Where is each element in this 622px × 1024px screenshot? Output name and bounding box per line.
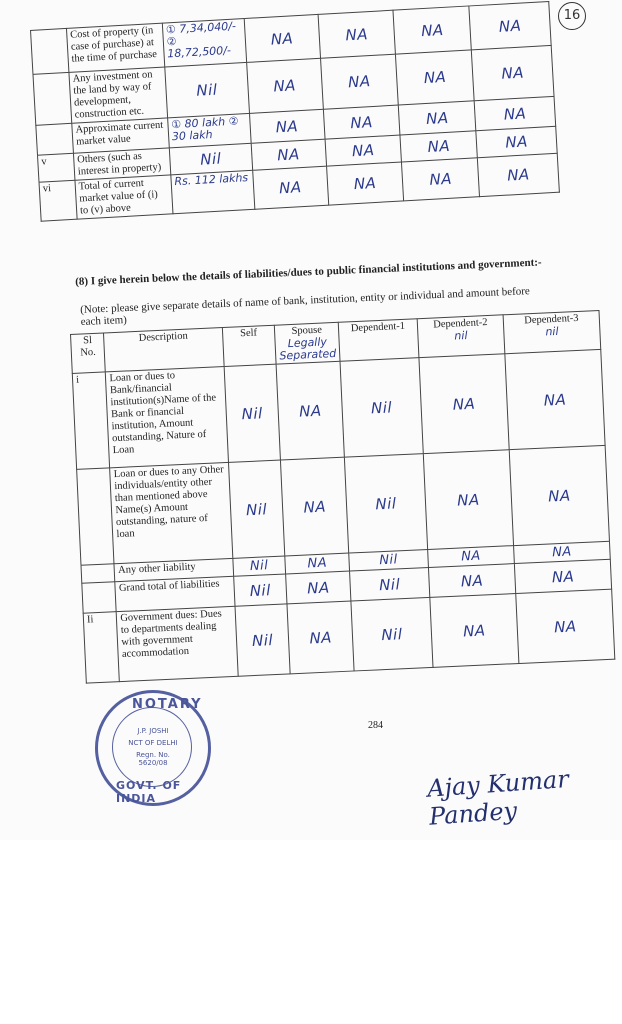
dependent-1-cell: Nil (340, 358, 423, 457)
dependent-3-cell: NA (516, 589, 615, 663)
value-cell: NA (471, 45, 554, 100)
dependent-3-cell: NA (514, 541, 611, 563)
header-self: Self (222, 325, 276, 366)
self-cell: ① 80 lakh ② 30 lakh (167, 113, 250, 148)
spouse-cell: NA (276, 361, 344, 460)
page-corner-number: 16 (558, 2, 586, 30)
stamp-registration: Regn. No. 5620/08 (136, 751, 170, 767)
description-cell: Cost of property (in case of purchase) at the time of purchase (66, 23, 164, 72)
stamp-bottom-text: GOVT. OF INDIA (116, 779, 182, 805)
sl-cell (33, 72, 72, 125)
sl-cell (82, 582, 117, 613)
self-cell: Nil (165, 62, 250, 117)
description-cell: Loan or dues to Bank/financial institution(s)Name of the Bank or financial institution, Amount outstanding, Nature of Loan (106, 367, 228, 468)
header-dependent-2-label: Dependent-2 (433, 317, 488, 331)
description-cell: Grand total of liabilities (115, 576, 234, 611)
dependent-1-cell: Nil (349, 550, 428, 572)
header-dependent-3-note: nil (545, 324, 559, 339)
section8-heading: (8) I give herein below the details of liabilities/dues to public financial institutions and government:- (75, 256, 542, 288)
value-cell: NA (400, 131, 477, 162)
value-cell: NA (396, 50, 475, 105)
page-number: 284 (368, 720, 383, 731)
value-cell: NA (325, 135, 402, 166)
description-cell: Government dues: Dues to departments dealing with government accommodation (117, 606, 238, 681)
header-dependent-2-note: nil (454, 328, 468, 343)
sl-cell: i (72, 372, 110, 469)
value-cell: NA (474, 96, 555, 130)
description-cell: Loan or dues to any Other individuals/entity other than mentioned above Name(s) Amount outstanding, nature of loan (110, 462, 232, 563)
spouse-cell: NA (281, 457, 349, 556)
value-cell: NA (402, 158, 480, 201)
stamp-name: J.P. JOSHI (137, 727, 169, 735)
value-cell: NA (477, 153, 559, 196)
stamp-inner-ring (112, 707, 192, 787)
header-spouse-label: Spouse (291, 324, 323, 337)
stamp-top-text: NOTARY (132, 697, 203, 712)
sl-cell (81, 564, 115, 583)
header-dependent-3-label: Dependent-3 (524, 312, 579, 327)
sl-cell (77, 468, 115, 565)
self-cell: Nil (233, 574, 287, 606)
value-cell: NA (399, 101, 476, 135)
sl-cell: v (38, 153, 75, 182)
value-cell: NA (323, 105, 400, 139)
description-cell: Approximate current market value (72, 118, 169, 153)
header-dependent-3 (503, 310, 601, 353)
value-cell: NA (246, 58, 323, 113)
sl-cell (31, 28, 69, 74)
property-table (30, 1, 560, 222)
sl-cell: Ii (83, 612, 120, 683)
dependent-1-cell: Nil (344, 454, 427, 553)
self-cell: Rs. 112 lakhs (171, 170, 255, 214)
description-cell: Total of current market value of (i) to (v) above (75, 175, 173, 219)
dependent-2-cell: NA (423, 450, 514, 550)
value-cell: NA (249, 109, 324, 143)
header-sl: Sl No. (71, 333, 106, 373)
stamp-area: NCT OF DELHI (128, 739, 178, 747)
spouse-cell: NA (287, 601, 354, 674)
header-dependent-1: Dependent-1 (338, 319, 418, 362)
dependent-3-cell: NA (514, 559, 611, 593)
value-cell: NA (318, 10, 396, 58)
dependent-1-cell: Nil (351, 597, 433, 671)
self-cell: Nil (224, 364, 281, 462)
header-dependent-2 (417, 315, 505, 358)
header-spouse-note: Legally Separated (279, 335, 337, 363)
liabilities-table (70, 310, 615, 684)
spouse-cell: NA (286, 571, 351, 604)
value-cell: NA (326, 162, 404, 205)
self-cell: Nil (169, 143, 252, 175)
header-spouse (275, 322, 341, 364)
sl-cell (36, 123, 74, 155)
self-cell: Nil (228, 460, 285, 558)
self-cell: Nil (235, 604, 291, 676)
description-cell: Any investment on the land by way of development, construction etc. (69, 67, 168, 123)
spouse-cell: NA (285, 553, 350, 574)
section8-note: (Note: please give separate details of name of bank, institution, entity or individual and amount before each item) (80, 285, 531, 328)
dependent-2-cell: NA (419, 354, 510, 454)
description-cell: Any other liability (114, 558, 233, 581)
self-cell: ① 7,34,040/- ② 18,72,500/- (162, 19, 246, 68)
dependent-2-cell: NA (430, 594, 519, 668)
value-cell: NA (244, 14, 320, 62)
value-cell: NA (393, 6, 471, 54)
header-description: Description (104, 328, 224, 372)
self-cell: Nil (232, 556, 285, 576)
dependent-2-cell: NA (428, 564, 516, 598)
dependent-2-cell: NA (427, 546, 514, 568)
signature: Ajay Kumar Pandey (426, 764, 570, 831)
sl-cell: vi (39, 180, 77, 221)
value-cell: NA (469, 1, 551, 49)
dependent-1-cell: Nil (350, 567, 430, 601)
notary-stamp (95, 690, 211, 806)
description-cell: Others (such as interest in property) (73, 148, 170, 180)
value-cell: NA (251, 139, 326, 170)
dependent-3-cell: NA (505, 349, 605, 449)
value-cell: NA (252, 166, 328, 209)
value-cell: NA (320, 54, 399, 109)
dependent-3-cell: NA (509, 445, 609, 545)
value-cell: NA (476, 126, 557, 157)
